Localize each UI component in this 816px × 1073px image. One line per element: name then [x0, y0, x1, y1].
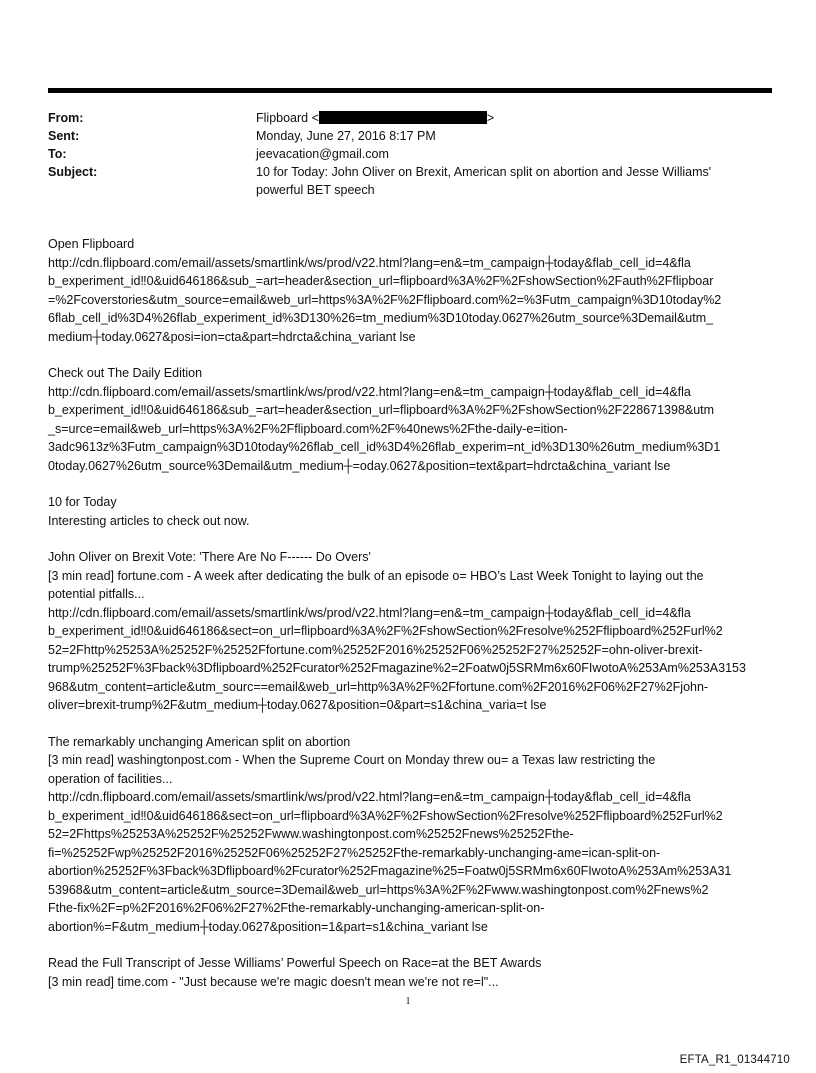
text-line: Check out The Daily Edition	[48, 366, 203, 380]
text-line: 52=2Fhttp%25253A%25252F%25252Ffortune.com%25252F2016%25252F06%25252F27%25252F=ohn-oliver-brexit-	[48, 642, 703, 657]
text-line: operation of facilities...	[48, 771, 173, 786]
text-line: Open Flipboard	[48, 237, 135, 251]
text-line: http://cdn.flipboard.com/email/assets/smartlink/ws/prod/v22.html?lang=en&=tm_campaign┼today&flab_cell_id=4&fla	[48, 790, 691, 804]
text-line: 0today.0627%26utm_source%3Demail&utm_medium┼=oday.0627&position=text&part=hdrcta&china_variant lse	[48, 458, 671, 473]
to-value: jeevacation@gmail.com	[256, 147, 389, 161]
redaction-block	[319, 111, 487, 124]
from-label: From:	[48, 111, 84, 125]
text-line: 53968&utm_content=article&utm_source=3Demail&web_url=https%3A%2F%2Fwww.washingtonpost.com%2Fnews%2	[48, 882, 709, 897]
text-line: 52=2Fhttps%25253A%25252F%25252Fwww.washingtonpost.com%25252Fnews%25252Fthe-	[48, 827, 574, 841]
text-line: http://cdn.flipboard.com/email/assets/smartlink/ws/prod/v22.html?lang=en&=tm_campaign┼today&flab_cell_id=4&fla	[48, 384, 691, 399]
text-line: Interesting articles to check out now.	[48, 513, 250, 528]
text-line: b_experiment_id‼0&uid646186&sect=on_url=flipboard%3A%2F%2FshowSection%2Fresolve%252Fflipboard%252Furl%2	[48, 808, 723, 823]
from-value	[256, 109, 772, 127]
from-row	[48, 109, 772, 127]
text-line: b_experiment_id‼0&uid646186&sub_=art=header&section_url=flipboard%3A%2F%2FshowSection%2Fauth%2Fflipboar	[48, 274, 714, 288]
text-line: [3 min read] fortune.com - A week after dedicating the bulk of an episode o= HBO’s Last Week Tonight to laying out the	[48, 568, 704, 583]
text-line: 968&utm_content=article&utm_sourc==email&web_url=http%3A%2F%2Ffortune.com%2F2016%2F06%2F27%2Fjohn-	[48, 679, 709, 694]
paragraph	[48, 548, 772, 715]
text-line: potential pitfalls...	[48, 587, 145, 601]
text-line: trump%25252F%3Fback%3Dflipboard%252Fcurator%252Fmagazine%2=2Foatw0j5SRMm6x60FIwotoA%253Am%253A3153	[48, 661, 746, 675]
text-line: abortion%25252F%3Fback%3Dflipboard%2Fcurator%252Fmagazine%25=Foatw0j5SRMm6x60FIwotoA%253Am%253A31	[48, 864, 732, 878]
text-line: Read the Full Transcript of Jesse Williams’ Powerful Speech on Race=at the BET Awards	[48, 956, 542, 970]
to-label: To:	[48, 147, 67, 161]
sent-value: Monday, June 27, 2016 8:17 PM	[256, 129, 436, 143]
text-line: 10 for Today	[48, 495, 117, 509]
text-line: John Oliver on Brexit Vote: 'There Are No F------ Do Overs'	[48, 550, 371, 564]
paragraph	[48, 235, 772, 346]
text-line: http://cdn.flipboard.com/email/assets/smartlink/ws/prod/v22.html?lang=en&=tm_campaign┼today&flab_cell_id=4&fla	[48, 605, 691, 620]
bates-stamp: EFTA_R1_01344710	[679, 1054, 790, 1066]
sent-label: Sent:	[48, 129, 80, 143]
text-line: oliver=brexit-trump%2F&utm_medium┼today.0627&position=0&part=s1&china_varia=t lse	[48, 698, 547, 712]
paragraph	[48, 493, 772, 530]
text-line: Fthe-fix%2F=p%2F2016%2F06%2F27%2Fthe-remarkably-unchanging-american-split-on-	[48, 901, 545, 915]
text-line: b_experiment_id‼0&uid646186&sect=on_url=flipboard%3A%2F%2FshowSection%2Fresolve%252Fflipboard%252Furl%2	[48, 624, 723, 638]
text-line: fi=%25252Fwp%25252F2016%25252F06%25252F27%25252Fthe-remarkably-unchanging-ame=ican-split-on-	[48, 845, 661, 860]
email-body	[48, 235, 772, 1009]
subject-row	[48, 163, 772, 199]
text-line: 3adc9613z%3Futm_campaign%3D10today%26flab_cell_id%3D4%26flab_experim=nt_id%3D130%26utm_medium%3D1	[48, 440, 721, 454]
email-header	[48, 109, 772, 199]
sent-row	[48, 127, 772, 145]
to-row	[48, 145, 772, 163]
subject-label: Subject:	[48, 165, 98, 179]
text-line: b_experiment_id‼0&uid646186&sub_=art=header&section_url=flipboard%3A%2F%2FshowSection%2F228671398&utm	[48, 403, 715, 417]
paragraph	[48, 733, 772, 937]
text-line: The remarkably unchanging American split on abortion	[48, 734, 351, 749]
paragraph	[48, 364, 772, 475]
text-line: 6flab_cell_id%3D4%26flab_experiment_id%3D130%26=tm_medium%3D10today.0627%26utm_source%3Demail&utm_	[48, 311, 714, 325]
text-line: _s=urce=email&web_url=https%3A%2F%2Fflipboard.com%2F%40news%2Fthe-daily-e=ition-	[48, 421, 568, 436]
subject-line-2: powerful BET speech	[256, 183, 375, 197]
paragraph	[48, 954, 772, 991]
from-prefix: Flipboard <	[256, 111, 319, 125]
text-line: medium┼today.0627&posi=ion=cta&part=hdrcta&china_variant lse	[48, 329, 416, 344]
page-number: 1	[405, 996, 411, 1007]
text-line: [3 min read] time.com - "Just because we're magic doesn't mean we're not re=l"...	[48, 974, 499, 989]
subject-line-1: 10 for Today: John Oliver on Brexit, American split on abortion and Jesse Williams'	[256, 165, 712, 179]
text-line: abortion%=F&utm_medium┼today.0627&position=1&part=s1&china_variant lse	[48, 919, 488, 934]
header-divider	[48, 88, 772, 93]
text-line: =%2Fcoverstories&utm_source=email&web_url=https%3A%2F%2Fflipboard.com%2=%3Futm_campaign%3D10today%2	[48, 292, 722, 307]
subject-value	[256, 163, 772, 199]
from-suffix: >	[486, 111, 495, 125]
text-line: [3 min read] washingtonpost.com - When the Supreme Court on Monday threw ou= a Texas law restricting the	[48, 753, 656, 767]
text-line: http://cdn.flipboard.com/email/assets/smartlink/ws/prod/v22.html?lang=en&=tm_campaign┼today&flab_cell_id=4&fla	[48, 255, 691, 270]
